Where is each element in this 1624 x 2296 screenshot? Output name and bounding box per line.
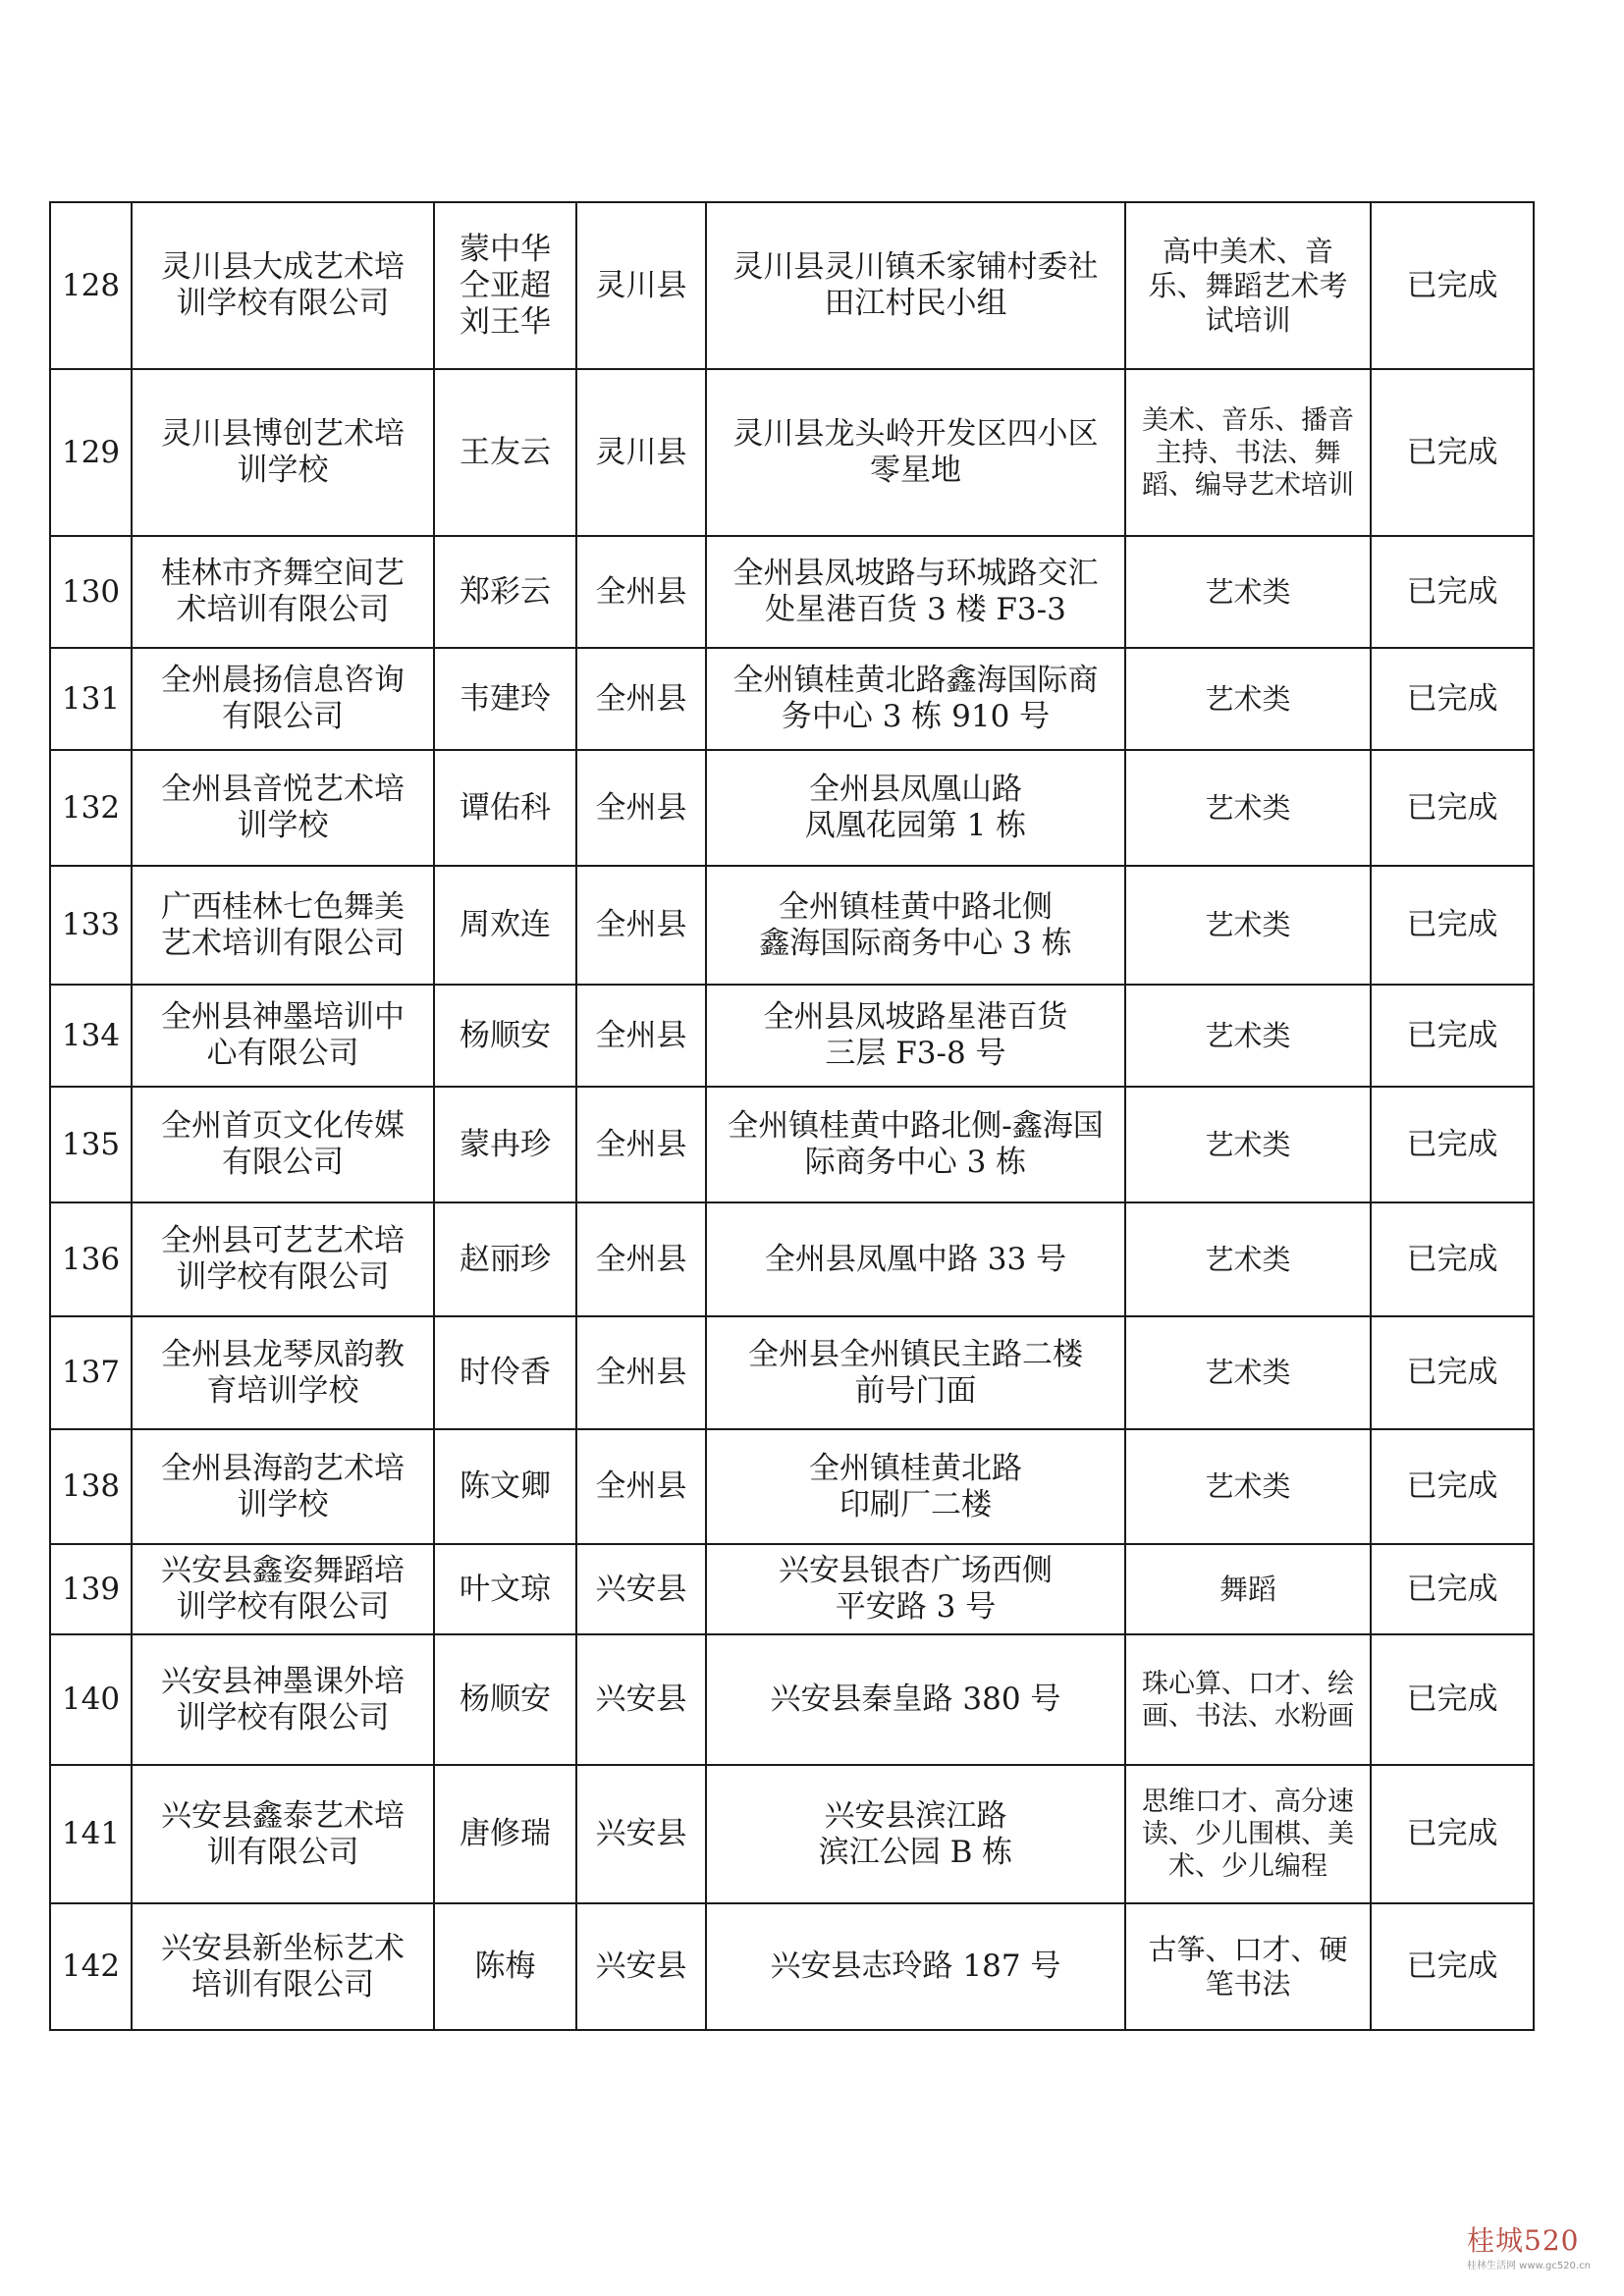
status: 已完成 (1406, 434, 1498, 470)
status-cell (1371, 648, 1534, 750)
county: 灵川县 (595, 434, 687, 470)
address: 兴安县志玲路 187 号 (770, 1949, 1061, 1984)
county: 兴安县 (595, 1571, 687, 1607)
row-number-cell (50, 1087, 132, 1202)
address-cell (706, 1903, 1125, 2030)
status: 已完成 (1406, 1126, 1498, 1162)
legal-representative: 唐修瑞 (460, 1816, 551, 1851)
row-number-cell (50, 536, 132, 648)
institution-name: 全州县龙琴凤韵教育培训学校 (161, 1336, 405, 1409)
legal-representative: 郑彩云 (460, 573, 551, 610)
status: 已完成 (1406, 680, 1498, 717)
row-number: 142 (61, 1949, 121, 1984)
training-scope: 艺术类 (1205, 908, 1291, 941)
training-scope-cell (1125, 369, 1371, 536)
county: 全州县 (595, 573, 687, 610)
training-scope: 艺术类 (1205, 681, 1291, 716)
legal-representative: 时伶香 (460, 1355, 551, 1390)
institution-name: 兴安县鑫姿舞蹈培训学校有限公司 (161, 1553, 405, 1625)
institution-name-cell (132, 866, 434, 985)
address: 全州镇桂黄北路鑫海国际商务中心 3 栋 910 号 (732, 663, 1099, 734)
institution-name: 全州县音悦艺术培训学校 (161, 772, 405, 843)
status-cell (1371, 1202, 1534, 1316)
legal-representative-cell (434, 866, 576, 985)
county-cell (576, 1429, 706, 1544)
training-scope: 艺术类 (1205, 1469, 1291, 1503)
county: 全州县 (595, 789, 687, 826)
legal-representative: 杨顺安 (460, 1682, 551, 1717)
row-number: 139 (61, 1571, 121, 1607)
table-row (50, 648, 1534, 750)
row-number: 133 (61, 907, 121, 942)
address: 兴安县滨江路 滨江公园 B 栋 (818, 1797, 1013, 1870)
county: 全州县 (595, 1355, 687, 1390)
row-number: 128 (61, 267, 121, 303)
institution-name-cell (132, 369, 434, 536)
legal-representative: 陈文卿 (460, 1468, 551, 1504)
row-number-cell (50, 1202, 132, 1316)
institution-name: 全州县海韵艺术培训学校 (161, 1450, 405, 1522)
legal-representative-cell (434, 648, 576, 750)
institution-name-cell (132, 1202, 434, 1316)
address-cell (706, 369, 1125, 536)
row-number-cell (50, 648, 132, 750)
county-cell (576, 985, 706, 1087)
legal-representative: 蒙中华 仝亚超 刘王华 (460, 231, 551, 340)
county-cell (576, 1903, 706, 2030)
status-cell (1371, 1087, 1534, 1202)
table-row (50, 1765, 1534, 1903)
address-cell (706, 536, 1125, 648)
county-cell (576, 1202, 706, 1316)
institution-name-cell (132, 202, 434, 369)
institution-name: 兴安县新坐标艺术培训有限公司 (161, 1930, 405, 2002)
row-number: 137 (61, 1355, 121, 1390)
status: 已完成 (1406, 573, 1498, 610)
county-cell (576, 536, 706, 648)
status-cell (1371, 985, 1534, 1087)
address: 兴安县银杏广场西侧 平安路 3 号 (779, 1553, 1053, 1625)
institution-name-cell (132, 1316, 434, 1429)
status-cell (1371, 202, 1534, 369)
training-scope: 艺术类 (1205, 574, 1291, 609)
training-scope: 舞蹈 (1218, 1572, 1276, 1606)
institution-name-cell (132, 1634, 434, 1765)
institution-name: 兴安县神墨课外培训学校有限公司 (161, 1663, 405, 1735)
training-scope-cell (1125, 536, 1371, 648)
table-row (50, 1202, 1534, 1316)
training-scope-cell (1125, 1429, 1371, 1544)
status: 已完成 (1406, 1017, 1498, 1053)
row-number-cell (50, 1634, 132, 1765)
row-number-cell (50, 1544, 132, 1634)
status-cell (1371, 1903, 1534, 2030)
training-scope-cell (1125, 1544, 1371, 1634)
address-cell (706, 750, 1125, 866)
institution-name-cell (132, 1765, 434, 1903)
status-cell (1371, 536, 1534, 648)
legal-representative-cell (434, 985, 576, 1087)
row-number: 129 (61, 434, 121, 470)
watermark-text: 桂城520 (1467, 2224, 1580, 2257)
county-cell (576, 202, 706, 369)
legal-representative-cell (434, 1202, 576, 1316)
address-cell (706, 1765, 1125, 1903)
address: 全州镇桂黄中路北侧 鑫海国际商务中心 3 栋 (759, 888, 1072, 961)
training-institution-table (49, 201, 1535, 2031)
site-watermark (1459, 2216, 1606, 2278)
status-cell (1371, 369, 1534, 536)
training-scope-cell (1125, 1316, 1371, 1429)
address: 全州县凤凰中路 33 号 (764, 1241, 1067, 1277)
county: 兴安县 (595, 1816, 687, 1851)
status: 已完成 (1406, 1355, 1498, 1390)
status: 已完成 (1406, 1949, 1498, 1984)
status: 已完成 (1406, 907, 1498, 942)
address-cell (706, 1202, 1125, 1316)
address-cell (706, 866, 1125, 985)
row-number-cell (50, 1316, 132, 1429)
training-scope-cell (1125, 1903, 1371, 2030)
table-row (50, 1316, 1534, 1429)
address-cell (706, 1087, 1125, 1202)
table-row (50, 1087, 1534, 1202)
status-cell (1371, 1544, 1534, 1634)
address-cell (706, 1316, 1125, 1429)
address: 灵川县灵川镇禾家铺村委社田江村民小组 (732, 249, 1099, 321)
table-row (50, 985, 1534, 1087)
legal-representative: 赵丽珍 (460, 1241, 551, 1277)
legal-representative-cell (434, 1634, 576, 1765)
table-row (50, 369, 1534, 536)
institution-name-cell (132, 1544, 434, 1634)
status: 已完成 (1406, 1241, 1498, 1277)
address: 全州县凤凰山路 凤凰花园第 1 栋 (804, 772, 1027, 843)
legal-representative-cell (434, 1765, 576, 1903)
row-number: 141 (61, 1816, 121, 1851)
county-cell (576, 1544, 706, 1634)
institution-name: 桂林市齐舞空间艺术培训有限公司 (161, 556, 405, 627)
legal-representative-cell (434, 1429, 576, 1544)
legal-representative: 韦建玲 (460, 680, 551, 717)
institution-name-cell (132, 1087, 434, 1202)
legal-representative-cell (434, 369, 576, 536)
institution-name: 灵川县大成艺术培训学校有限公司 (161, 249, 405, 321)
training-scope-cell (1125, 866, 1371, 985)
row-number-cell (50, 985, 132, 1087)
training-scope: 古筝、口才、硬笔书法 (1148, 1932, 1348, 2001)
table-row (50, 1903, 1534, 2030)
status: 已完成 (1406, 1682, 1498, 1717)
address: 灵川县龙头岭开发区四小区零星地 (732, 416, 1099, 488)
training-scope-cell (1125, 1634, 1371, 1765)
row-number: 134 (61, 1017, 121, 1053)
county: 兴安县 (595, 1949, 687, 1984)
address: 全州县全州镇民主路二楼 前号门面 (748, 1336, 1083, 1409)
legal-representative-cell (434, 202, 576, 369)
training-scope: 艺术类 (1205, 1018, 1291, 1052)
institution-name: 广西桂林七色舞美艺术培训有限公司 (161, 888, 405, 961)
legal-representative-cell (434, 536, 576, 648)
row-number: 140 (61, 1682, 121, 1717)
county: 全州县 (595, 1241, 687, 1277)
county: 全州县 (595, 1017, 687, 1053)
training-scope-cell (1125, 648, 1371, 750)
row-number-cell (50, 866, 132, 985)
address: 全州镇桂黄北路 印刷厂二楼 (809, 1450, 1022, 1522)
table-row (50, 1634, 1534, 1765)
training-scope-cell (1125, 985, 1371, 1087)
status-cell (1371, 1634, 1534, 1765)
county-cell (576, 1316, 706, 1429)
training-scope: 艺术类 (1205, 1242, 1291, 1276)
row-number: 132 (61, 789, 121, 826)
training-scope-cell (1125, 1087, 1371, 1202)
county: 兴安县 (595, 1682, 687, 1717)
county: 灵川县 (595, 267, 687, 303)
address-cell (706, 985, 1125, 1087)
row-number: 131 (61, 680, 121, 717)
legal-representative-cell (434, 1087, 576, 1202)
legal-representative: 叶文琼 (460, 1571, 551, 1607)
address: 全州县凤坡路与环城路交汇处星港百货 3 楼 F3-3 (732, 556, 1099, 627)
institution-name: 全州首页文化传媒有限公司 (161, 1108, 405, 1180)
status: 已完成 (1406, 789, 1498, 826)
row-number: 130 (61, 573, 121, 610)
county-cell (576, 1765, 706, 1903)
status-cell (1371, 1765, 1534, 1903)
legal-representative: 陈梅 (474, 1949, 536, 1984)
county: 全州县 (595, 907, 687, 942)
row-number: 136 (61, 1241, 121, 1277)
status-cell (1371, 1316, 1534, 1429)
row-number-cell (50, 1765, 132, 1903)
row-number-cell (50, 750, 132, 866)
legal-representative-cell (434, 1903, 576, 2030)
status-cell (1371, 866, 1534, 985)
training-scope: 艺术类 (1205, 1127, 1291, 1161)
address-cell (706, 1634, 1125, 1765)
address-cell (706, 648, 1125, 750)
legal-representative: 周欢连 (460, 907, 551, 942)
county: 全州县 (595, 680, 687, 717)
institution-name-cell (132, 536, 434, 648)
row-number: 138 (61, 1468, 121, 1504)
status: 已完成 (1406, 267, 1498, 303)
status: 已完成 (1406, 1571, 1498, 1607)
address-cell (706, 1544, 1125, 1634)
table-row (50, 536, 1534, 648)
training-scope-cell (1125, 1202, 1371, 1316)
training-scope: 美术、音乐、播音主持、书法、舞蹈、编导艺术培训 (1142, 404, 1354, 501)
status: 已完成 (1406, 1468, 1498, 1504)
training-scope-cell (1125, 1765, 1371, 1903)
county-cell (576, 1087, 706, 1202)
row-number-cell (50, 1429, 132, 1544)
training-scope-cell (1125, 202, 1371, 369)
institution-name: 全州县可艺艺术培训学校有限公司 (161, 1223, 405, 1295)
county-cell (576, 1634, 706, 1765)
watermark-subtext: 桂林生活网 www.gc520.cn (1467, 2261, 1591, 2271)
institution-name-cell (132, 985, 434, 1087)
institution-name: 兴安县鑫泰艺术培训有限公司 (161, 1797, 405, 1870)
institution-name-cell (132, 648, 434, 750)
address: 全州镇桂黄中路北侧-鑫海国际商务中心 3 栋 (728, 1108, 1104, 1180)
legal-representative: 王友云 (460, 434, 551, 470)
training-scope: 艺术类 (1205, 790, 1291, 825)
institution-name-cell (132, 750, 434, 866)
training-scope: 思维口才、高分速读、少儿围棋、美术、少儿编程 (1142, 1787, 1354, 1882)
address-cell (706, 202, 1125, 369)
status-cell (1371, 750, 1534, 866)
row-number-cell (50, 1903, 132, 2030)
address-cell (706, 1429, 1125, 1544)
address: 全州县凤坡路星港百货 三层 F3-8 号 (763, 999, 1068, 1071)
institution-name: 全州县神墨培训中心有限公司 (161, 999, 405, 1071)
table-row (50, 866, 1534, 985)
training-scope: 高中美术、音乐、舞蹈艺术考试培训 (1148, 234, 1348, 337)
table-row (50, 750, 1534, 866)
training-scope-cell (1125, 750, 1371, 866)
legal-representative-cell (434, 1544, 576, 1634)
legal-representative: 谭佑科 (460, 789, 551, 826)
status-cell (1371, 1429, 1534, 1544)
county-cell (576, 750, 706, 866)
legal-representative-cell (434, 1316, 576, 1429)
county: 全州县 (595, 1126, 687, 1162)
legal-representative: 蒙冉珍 (460, 1126, 551, 1162)
table-row (50, 202, 1534, 369)
legal-representative: 杨顺安 (460, 1017, 551, 1053)
county-cell (576, 648, 706, 750)
row-number-cell (50, 202, 132, 369)
training-scope: 珠心算、口才、绘画、书法、水粉画 (1142, 1668, 1354, 1732)
row-number: 135 (61, 1126, 121, 1162)
county: 全州县 (595, 1468, 687, 1504)
institution-name: 灵川县博创艺术培训学校 (161, 416, 405, 488)
row-number-cell (50, 369, 132, 536)
status: 已完成 (1406, 1816, 1498, 1851)
county-cell (576, 369, 706, 536)
address: 兴安县秦皇路 380 号 (770, 1682, 1061, 1717)
county-cell (576, 866, 706, 985)
institution-name: 全州晨扬信息咨询有限公司 (161, 663, 405, 734)
legal-representative-cell (434, 750, 576, 866)
table-row (50, 1429, 1534, 1544)
table-row (50, 1544, 1534, 1634)
institution-name-cell (132, 1429, 434, 1544)
institution-name-cell (132, 1903, 434, 2030)
training-scope: 艺术类 (1205, 1356, 1291, 1389)
